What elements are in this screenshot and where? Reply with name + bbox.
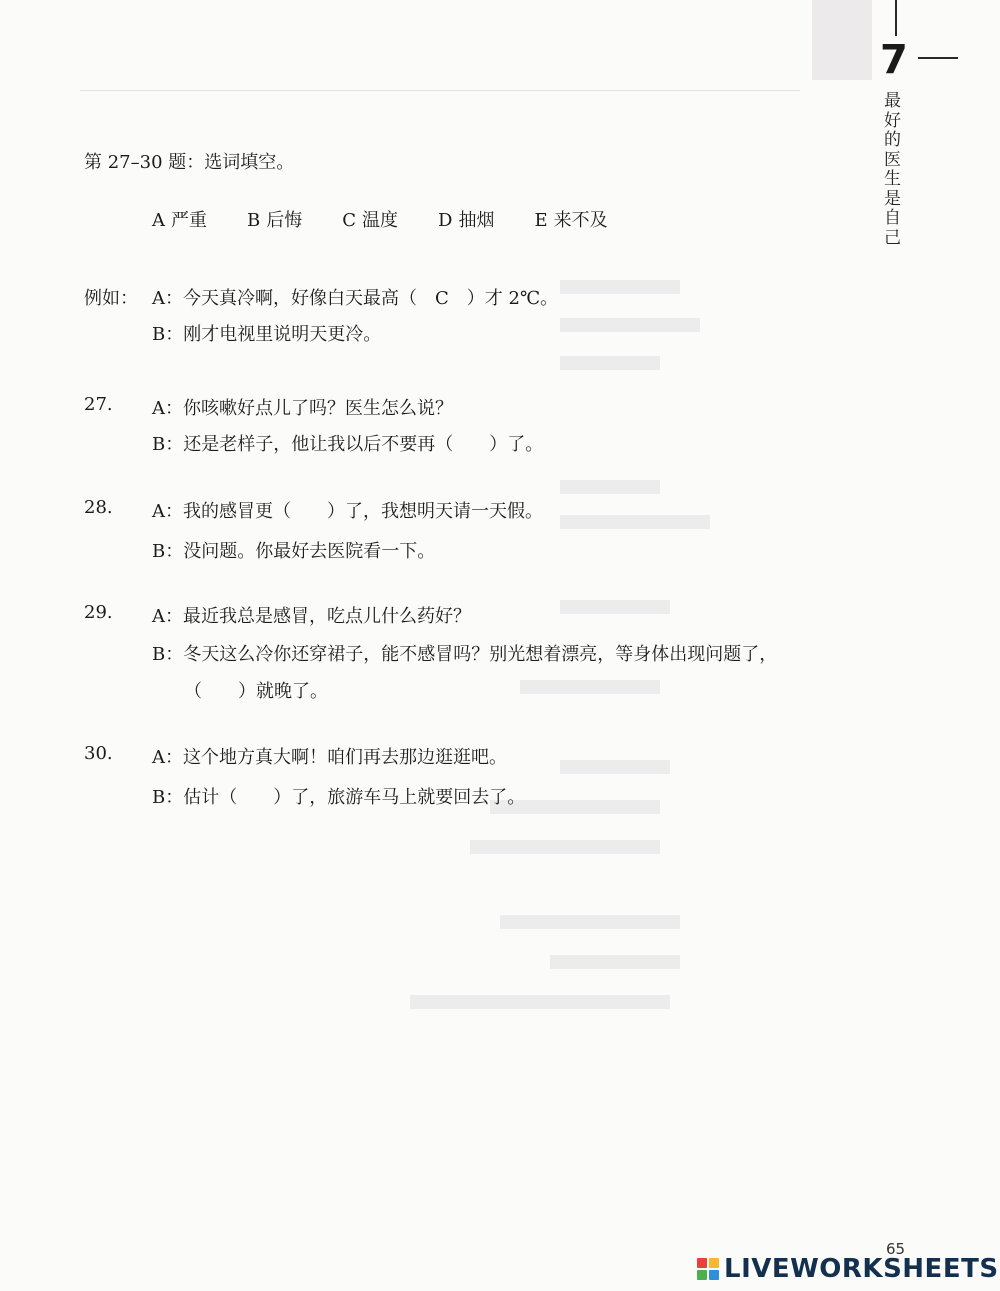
- question-line-c: （ ）就晚了。: [184, 681, 328, 702]
- show-through-text: [410, 995, 670, 1009]
- question-number: 28.: [84, 497, 113, 518]
- option-c: [342, 206, 398, 232]
- question-line-b: B：冬天这么冷你还穿裙子，能不感冒吗？别光想着漂亮，等身体出现问题了，: [152, 644, 778, 665]
- chapter-number: 7: [880, 37, 908, 83]
- example-line-b: B：刚才电视里说明天更冷。: [152, 324, 382, 345]
- logo-square: [697, 1258, 707, 1268]
- option-d: [438, 206, 494, 232]
- word-options: [152, 206, 608, 232]
- logo-square: [709, 1258, 719, 1268]
- option-letter: C: [342, 210, 357, 231]
- show-through-text: [550, 955, 680, 969]
- option-letter: B: [247, 210, 261, 231]
- question-number: 30.: [84, 743, 113, 764]
- option-word: 来不及: [553, 210, 608, 231]
- question-line-b: B：估计（ ）了，旅游车马上就要回去了。: [152, 787, 526, 808]
- liveworksheets-logo: [697, 1254, 999, 1284]
- chapter-title: 最好的医生是自己: [884, 91, 901, 248]
- option-letter: A: [152, 210, 165, 231]
- show-through-text: [500, 915, 680, 929]
- chapter-marker-dash: [918, 57, 958, 59]
- question-number: 29.: [84, 602, 113, 623]
- page-number: 65: [886, 1240, 906, 1258]
- option-letter: D: [438, 210, 453, 231]
- option-word: 后悔: [266, 210, 303, 231]
- option-b: [247, 206, 302, 232]
- option-word: 严重: [171, 210, 207, 231]
- show-through-text: [560, 600, 670, 614]
- show-through-text: [470, 840, 660, 854]
- question-line-b: B：没问题。你最好去医院看一下。: [152, 541, 436, 562]
- show-through-rule: [80, 90, 800, 91]
- logo-text: LIVEWORKSHEETS: [724, 1254, 999, 1284]
- option-letter: E: [534, 210, 548, 231]
- chapter-marker-line: [895, 0, 897, 36]
- question-line-a: A：你咳嗽好点儿了吗？医生怎么说？: [152, 398, 453, 419]
- option-e: [534, 206, 607, 232]
- question-line-a: A：这个地方真大啊！咱们再去那边逛逛吧。: [152, 747, 507, 768]
- show-through-text: [560, 480, 660, 494]
- section-heading: 第 27–30 题：选词填空。: [84, 152, 295, 173]
- option-a: [152, 206, 207, 232]
- logo-grid-icon: [697, 1258, 719, 1280]
- show-through-text: [560, 356, 660, 370]
- show-through-text: [520, 680, 660, 694]
- question-line-a: A：我的感冒更（ ）了，我想明天请一天假。: [152, 501, 543, 522]
- show-through-corner-mark: [812, 0, 872, 80]
- show-through-text: [560, 280, 680, 294]
- show-through-text: [560, 760, 670, 774]
- logo-square: [709, 1270, 719, 1280]
- example-line-a: A：今天真冷啊，好像白天最高（ C ）才 2℃。: [152, 288, 559, 309]
- question-line-b: B：还是老样子，他让我以后不要再（ ）了。: [152, 434, 544, 455]
- question-number: 27.: [84, 394, 113, 415]
- logo-square: [697, 1270, 707, 1280]
- show-through-text: [560, 515, 710, 529]
- question-line-a: A：最近我总是感冒，吃点儿什么药好？: [152, 606, 471, 627]
- show-through-text: [560, 318, 700, 332]
- example-label: 例如：: [84, 288, 138, 309]
- option-word: 温度: [362, 210, 399, 231]
- option-word: 抽烟: [458, 210, 495, 231]
